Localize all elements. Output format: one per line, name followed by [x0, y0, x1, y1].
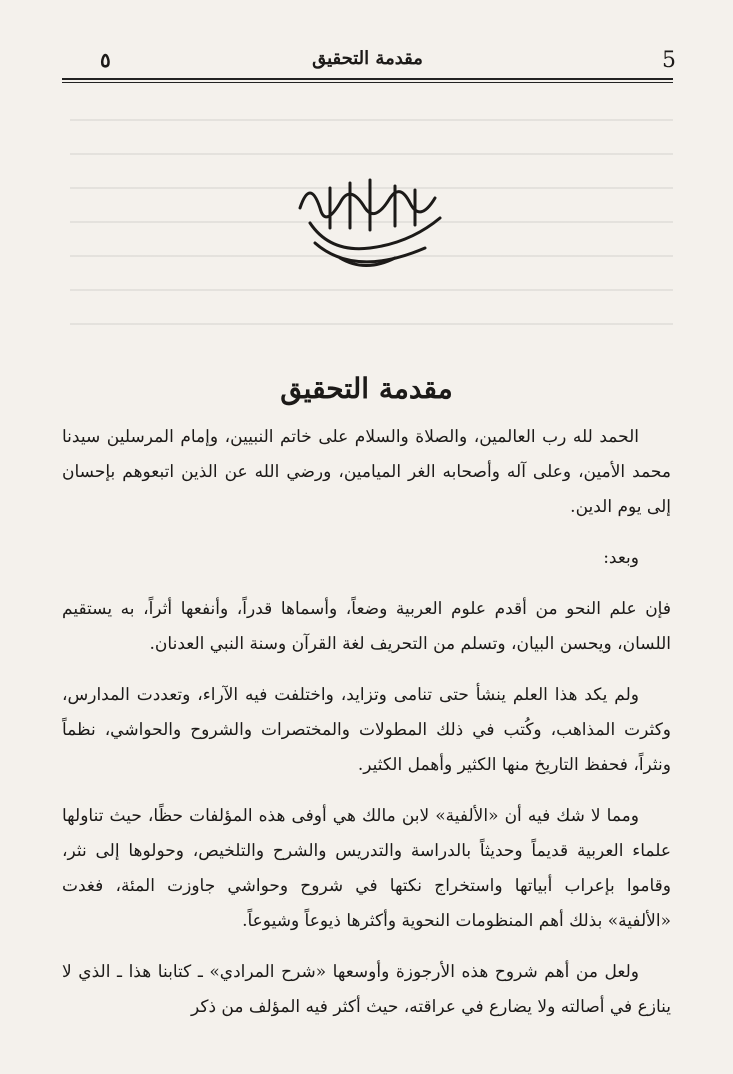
- running-header: [62, 42, 676, 80]
- paragraph: ولم يكد هذا العلم ينشأ حتى تنامى وتزايد، واختلفت فيه الآراء، وتعددت المدارس، وكثرت المذاهب، وكُتب في ذلك المطولات والمختصرات والشروح والحواشي، نظماً ونثراً، فحفظ التاريخ منها الكثير وأهمل الكثير.: [62, 685, 671, 775]
- running-title: مقدمة التحقيق: [312, 48, 423, 69]
- paragraph: الحمد لله رب العالمين، والصلاة والسلام على خاتم النبيين، وإمام المرسلين سيدنا محمد الأمين، وعلى آله وأصحابه الغر الميامين، ورضي الله عن الذين اتبعوهم بإحسان إلى يوم الدين.: [62, 427, 671, 517]
- paragraph: وبعد:: [603, 548, 639, 568]
- paragraph: ومما لا شك فيه أن «الألفية» لابن مالك هي أوفى هذه المؤلفات حظًا، حيث تناولها علماء العربية قديماً وحديثاً بالدراسة والتدريس والشرح والتلخيص، وحولوها إلى نثر، وقاموا بإعراب أبياتها واستخراج نكتها في شروح وحواشي جاوزت المئة، فغدت «الألفية» بذلك أهم المنظومات النحوية وأكثرها ذيوعاً وشيوعاً.: [62, 806, 671, 931]
- page-number-latin: 5: [662, 48, 676, 73]
- paragraph: فإن علم النحو من أقدم علوم العربية وضعاً، وأسماها قدراً، وأنفعها أثراً، به يستقيم اللسان، ويحسن البيان، وتسلم من التحريف لغة القرآن وسنة النبي العدنان.: [62, 599, 671, 654]
- page-number-arabic: ٥: [100, 48, 111, 72]
- basmala-calligraphy: [270, 168, 470, 278]
- paragraph: ولعل من أهم شروح هذه الأرجوزة وأوسعها «شرح المرادي» ـ كتابنا هذا ـ الذي لا ينازع في أصالته ولا يضارع في عراقته، حيث أكثر فيه المؤلف من ذكر: [62, 962, 671, 1017]
- section-title: مقدمة التحقيق: [280, 372, 453, 405]
- body-text: [62, 420, 671, 1041]
